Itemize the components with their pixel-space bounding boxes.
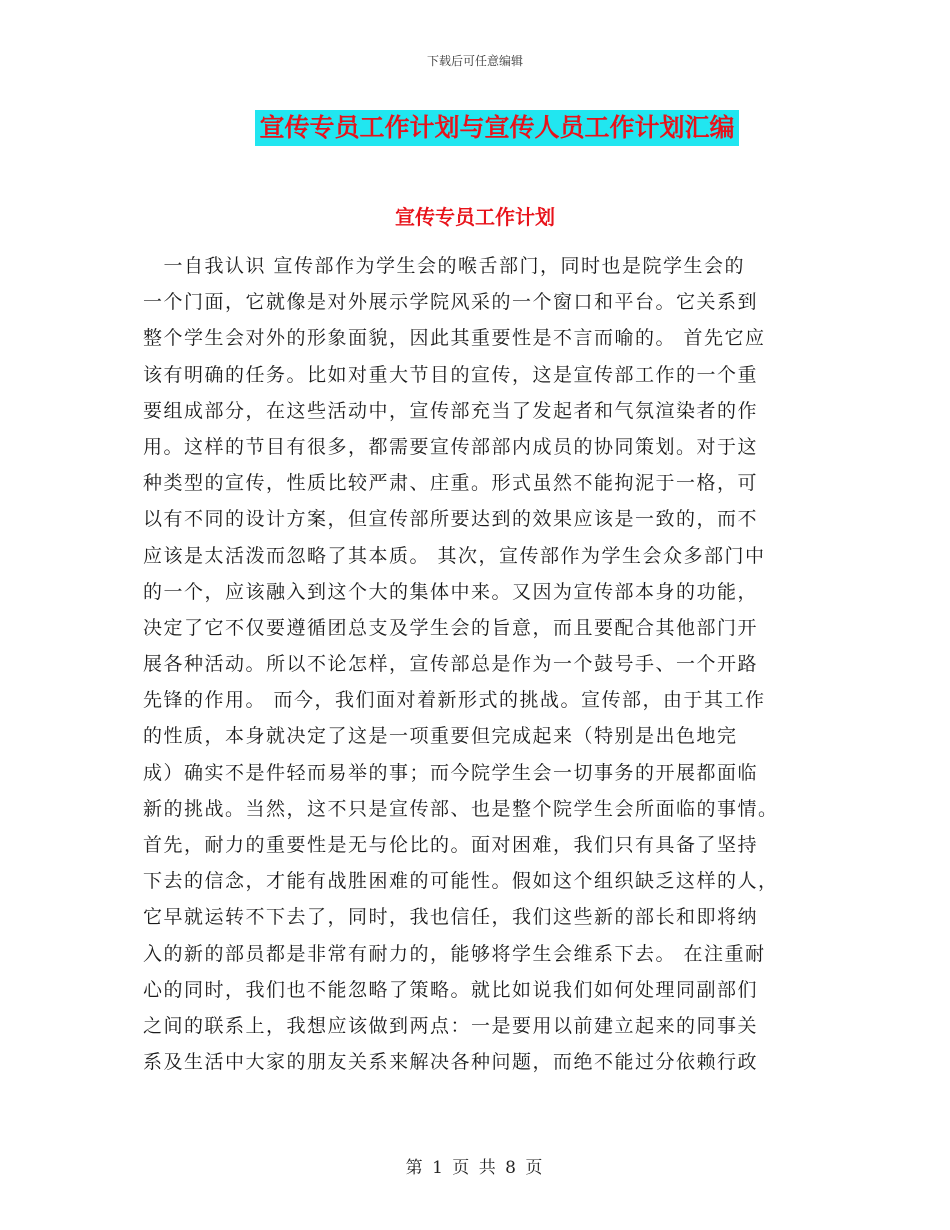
text-line: 系及生活中大家的朋友关系来解决各种问题，而绝不能过分依赖行政 [143,1051,759,1074]
text-line: 用。这样的节目有很多，都需要宣传部部内成员的协同策划。对于这 [143,435,759,458]
text-line: 它早就运转不下去了，同时，我也信任，我们这些新的部长和即将纳 [143,906,759,929]
text-line: 的一个，应该融入到这个大的集体中来。又因为宣传部本身的功能， [143,580,759,603]
text-line: 之间的联系上，我想应该做到两点：一是要用以前建立起来的同事关 [143,1014,759,1037]
text-line: 该有明确的任务。比如对重大节目的宣传，这是宣传部工作的一个重 [143,363,759,386]
text-line: 的性质，本身就决定了这是一项重要但完成起来（特别是出色地完 [143,725,738,748]
text-line: 种类型的宣传，性质比较严肃、庄重。形式虽然不能拘泥于一格，可 [143,472,759,495]
text-line: 心的同时，我们也不能忽略了策略。就比如说我们如何处理同副部们 [143,978,759,1001]
text-line: 应该是太活泼而忽略了其本质。 其次，宣传部作为学生会众多部门中 [143,544,766,567]
text-line: 下去的信念，才能有战胜困难的可能性。假如这个组织缺乏这样的人， [143,870,779,893]
text-line: 以有不同的设计方案，但宣传部所要达到的效果应该是一致的，而不 [143,508,759,531]
text-line: 决定了它不仅要遵循团总支及学生会的旨意，而且要配合其他部门开 [143,616,759,639]
text-line: 先锋的作用。 而今，我们面对着新形式的挑战。宣传部，由于其工作 [143,689,766,712]
document-title-container [0,110,950,146]
document-title: 宣传专员工作计划与宣传人员工作计划汇编 [255,110,738,146]
text-line: 首先，耐力的重要性是无与伦比的。面对困难，我们只有具备了坚持 [143,834,759,856]
text-line: 整个学生会对外的形象面貌，因此其重要性是不言而喻的。 首先它应 [143,327,766,350]
text-line: 新的挑战。当然，这不只是宣传部、也是整个院学生会所面临的事情。 [143,797,779,820]
header-note: 下载后可任意编辑 [426,54,523,68]
body-paragraph [143,248,808,1080]
text-line: 成）确实不是件轻而易举的事；而今院学生会一切事务的开展都面临 [143,761,759,784]
text-line: 展各种活动。所以不论怎样，宣传部总是作为一个鼓号手、一个开路 [143,653,759,676]
section-title: 宣传专员工作计划 [395,205,555,229]
text-line: 一自我认识 宣传部作为学生会的喉舌部门，同时也是院学生会的 [143,255,746,277]
text-line: 入的新的部员都是非常有耐力的，能够将学生会维系下去。 在注重耐 [143,942,766,965]
text-line: 要组成部分，在这些活动中，宣传部充当了发起者和气氛渲染者的作 [143,399,759,422]
text-line: 一个门面，它就像是对外展示学院风采的一个窗口和平台。它关系到 [143,291,759,314]
page-footer: 第 1 页 共 8 页 [405,1158,545,1178]
